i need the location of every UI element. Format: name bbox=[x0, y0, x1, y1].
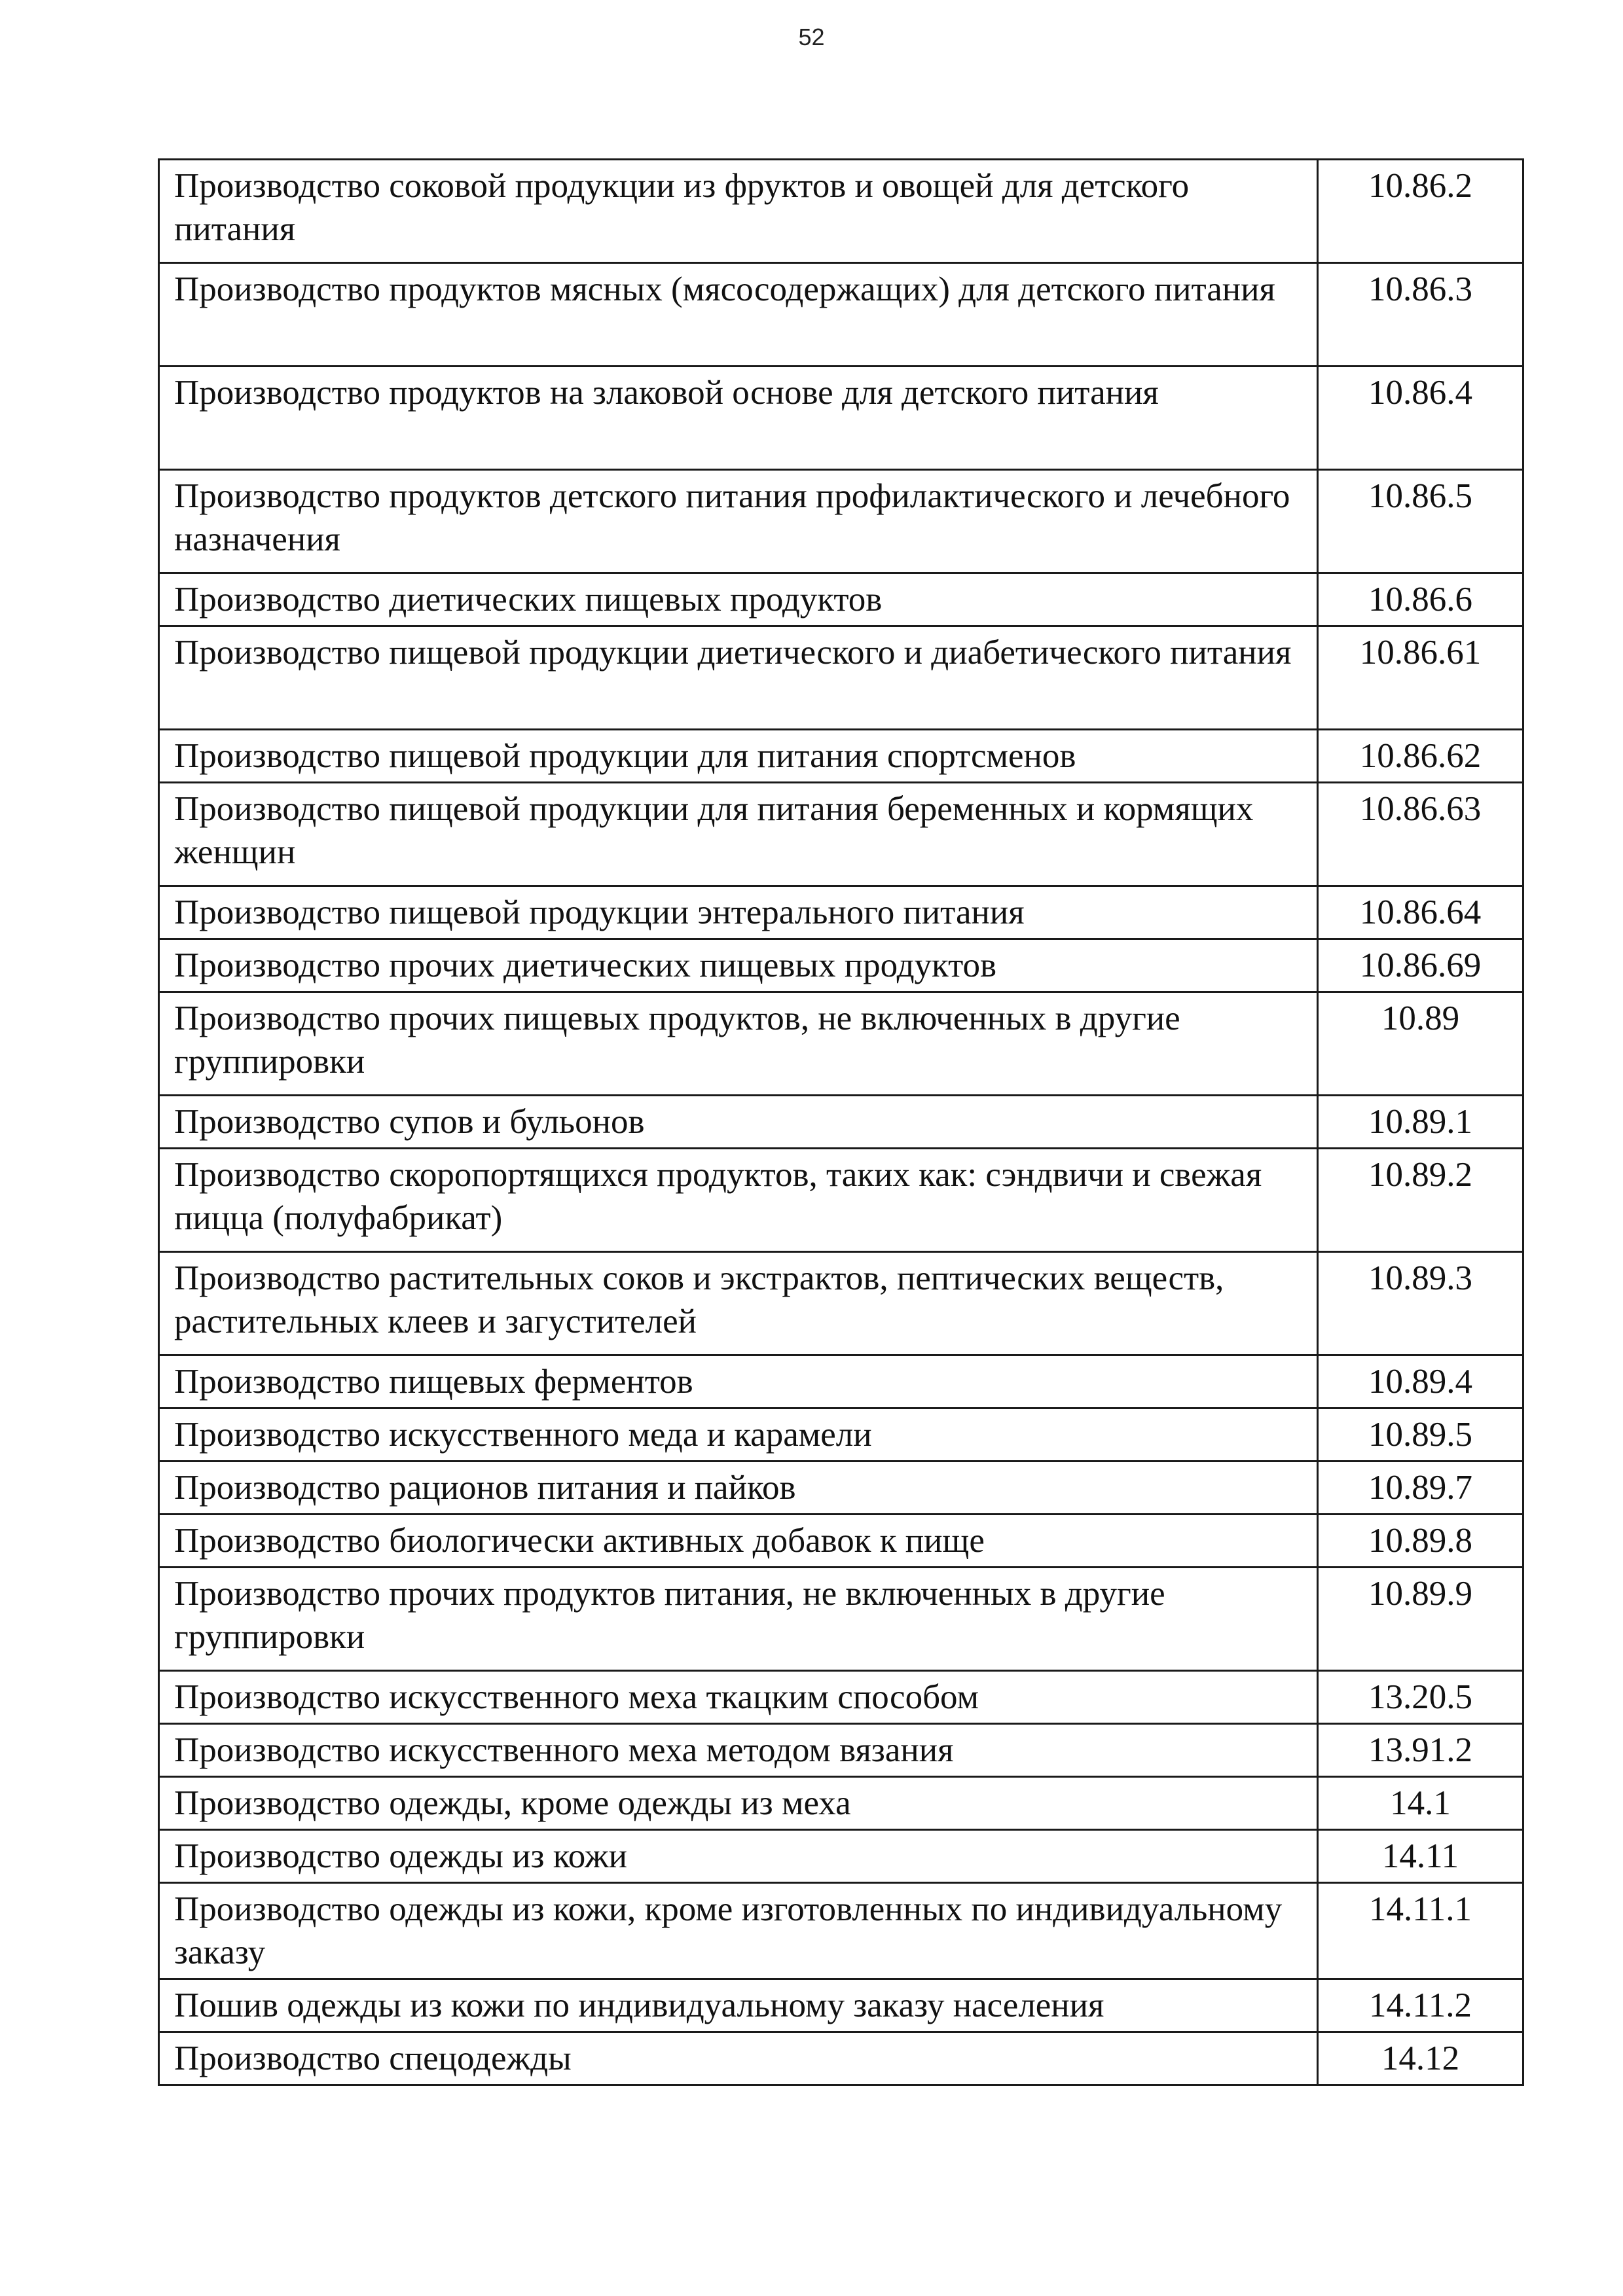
table-row bbox=[159, 992, 1523, 1096]
table-row bbox=[159, 626, 1523, 730]
activity-codes-table bbox=[158, 158, 1524, 2086]
table-row bbox=[159, 1777, 1523, 1830]
activity-name-cell: Пошив одежды из кожи по индивидуальному заказу населения bbox=[159, 1979, 1318, 2032]
activity-code-cell: 10.89.8 bbox=[1318, 1515, 1523, 1568]
table-row bbox=[159, 1355, 1523, 1408]
activity-name-cell: Производство прочих пищевых продуктов, не включенных в другие группировки bbox=[159, 992, 1318, 1096]
activity-code-cell: 10.86.64 bbox=[1318, 886, 1523, 939]
table-row bbox=[159, 1671, 1523, 1724]
activity-name-cell: Производство растительных соков и экстрактов, пептических веществ, растительных клеев и загустителей bbox=[159, 1252, 1318, 1355]
activity-name-cell: Производство рационов питания и пайков bbox=[159, 1462, 1318, 1515]
table-row bbox=[159, 573, 1523, 626]
activity-name-cell: Производство одежды из кожи bbox=[159, 1830, 1318, 1883]
activity-code-cell: 10.89.7 bbox=[1318, 1462, 1523, 1515]
activity-code-cell: 10.86.3 bbox=[1318, 263, 1523, 367]
activity-code-cell: 14.11 bbox=[1318, 1830, 1523, 1883]
activity-name-cell: Производство одежды, кроме одежды из меха bbox=[159, 1777, 1318, 1830]
activity-name-cell: Производство соковой продукции из фруктов и овощей для детского питания bbox=[159, 160, 1318, 263]
activity-name-cell: Производство спецодежды bbox=[159, 2032, 1318, 2085]
activity-code-cell: 10.86.61 bbox=[1318, 626, 1523, 730]
activity-name-cell: Производство диетических пищевых продуктов bbox=[159, 573, 1318, 626]
activity-name-cell: Производство прочих продуктов питания, не включенных в другие группировки bbox=[159, 1568, 1318, 1671]
activity-name-cell: Производство прочих диетических пищевых продуктов bbox=[159, 939, 1318, 992]
table-row bbox=[159, 2032, 1523, 2085]
table-body bbox=[159, 160, 1523, 2085]
activity-code-cell: 10.86.63 bbox=[1318, 783, 1523, 886]
table-row bbox=[159, 1979, 1523, 2032]
activity-code-cell: 10.89.1 bbox=[1318, 1096, 1523, 1149]
activity-code-cell: 14.1 bbox=[1318, 1777, 1523, 1830]
activity-code-cell: 14.11.2 bbox=[1318, 1979, 1523, 2032]
activity-code-cell: 13.20.5 bbox=[1318, 1671, 1523, 1724]
activity-code-cell: 10.89.3 bbox=[1318, 1252, 1523, 1355]
activity-code-cell: 10.86.5 bbox=[1318, 470, 1523, 573]
activity-name-cell: Производство биологически активных добавок к пище bbox=[159, 1515, 1318, 1568]
table-row bbox=[159, 1568, 1523, 1671]
activity-code-cell: 14.11.1 bbox=[1318, 1883, 1523, 1979]
table-row bbox=[159, 730, 1523, 783]
activity-name-cell: Производство пищевой продукции для питания беременных и кормящих женщин bbox=[159, 783, 1318, 886]
table-row bbox=[159, 160, 1523, 263]
activity-name-cell: Производство пищевой продукции для питания спортсменов bbox=[159, 730, 1318, 783]
table-row bbox=[159, 263, 1523, 367]
activity-code-cell: 10.89 bbox=[1318, 992, 1523, 1096]
page-number: 52 bbox=[798, 24, 825, 50]
table-row bbox=[159, 939, 1523, 992]
activity-name-cell: Производство продуктов на злаковой основе для детского питания bbox=[159, 367, 1318, 470]
table-row bbox=[159, 1883, 1523, 1979]
table-row bbox=[159, 1462, 1523, 1515]
table-row bbox=[159, 1830, 1523, 1883]
activity-code-cell: 10.86.62 bbox=[1318, 730, 1523, 783]
table-row bbox=[159, 470, 1523, 573]
table-row bbox=[159, 1724, 1523, 1777]
activity-name-cell: Производство пищевой продукции диетического и диабетического питания bbox=[159, 626, 1318, 730]
activity-name-cell: Производство искусственного меда и карамели bbox=[159, 1408, 1318, 1462]
table-row bbox=[159, 886, 1523, 939]
activity-code-cell: 13.91.2 bbox=[1318, 1724, 1523, 1777]
activity-name-cell: Производство супов и бульонов bbox=[159, 1096, 1318, 1149]
activity-code-cell: 10.89.9 bbox=[1318, 1568, 1523, 1671]
activity-name-cell: Производство продуктов мясных (мясосодержащих) для детского питания bbox=[159, 263, 1318, 367]
activity-code-cell: 10.89.4 bbox=[1318, 1355, 1523, 1408]
table-row bbox=[159, 1149, 1523, 1252]
activity-code-cell: 10.86.2 bbox=[1318, 160, 1523, 263]
activity-code-cell: 14.12 bbox=[1318, 2032, 1523, 2085]
activity-name-cell: Производство искусственного меха ткацким способом bbox=[159, 1671, 1318, 1724]
table-row bbox=[159, 1515, 1523, 1568]
activity-code-cell: 10.89.2 bbox=[1318, 1149, 1523, 1252]
table-row bbox=[159, 1252, 1523, 1355]
activity-name-cell: Производство пищевой продукции энтерального питания bbox=[159, 886, 1318, 939]
table-row bbox=[159, 367, 1523, 470]
activity-code-cell: 10.86.69 bbox=[1318, 939, 1523, 992]
activity-name-cell: Производство скоропортящихся продуктов, таких как: сэндвичи и свежая пицца (полуфабрикат) bbox=[159, 1149, 1318, 1252]
table-row bbox=[159, 1408, 1523, 1462]
activity-code-cell: 10.86.6 bbox=[1318, 573, 1523, 626]
activity-name-cell: Производство пищевых ферментов bbox=[159, 1355, 1318, 1408]
activity-name-cell: Производство искусственного меха методом вязания bbox=[159, 1724, 1318, 1777]
table-row bbox=[159, 783, 1523, 886]
activity-code-cell: 10.86.4 bbox=[1318, 367, 1523, 470]
activity-name-cell: Производство одежды из кожи, кроме изготовленных по индивидуальному заказу bbox=[159, 1883, 1318, 1979]
activity-name-cell: Производство продуктов детского питания профилактического и лечебного назначения bbox=[159, 470, 1318, 573]
table-row bbox=[159, 1096, 1523, 1149]
activity-code-cell: 10.89.5 bbox=[1318, 1408, 1523, 1462]
